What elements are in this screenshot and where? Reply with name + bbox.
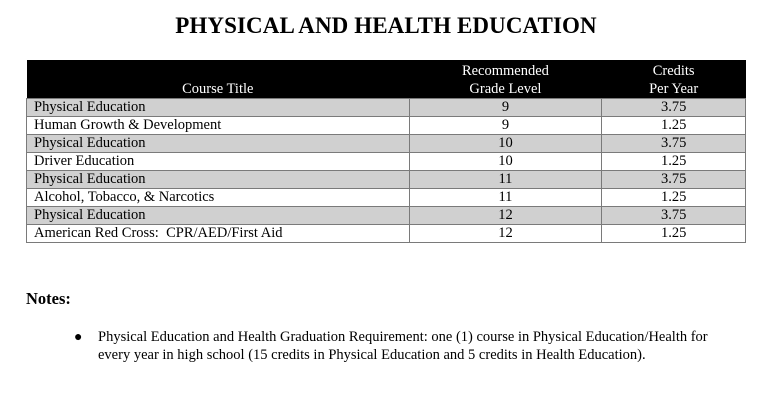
course-table — [26, 60, 746, 243]
cell-credits: 3.75 — [602, 134, 746, 152]
cell-grade: 11 — [409, 170, 602, 188]
table-row — [27, 206, 746, 224]
cell-grade: 9 — [409, 98, 602, 116]
table-row — [27, 170, 746, 188]
table-header-row — [27, 60, 746, 98]
cell-credits: 1.25 — [602, 152, 746, 170]
cell-grade: 10 — [409, 152, 602, 170]
note-text: Physical Education and Health Graduation Requirement: one (1) course in Physical Education/Health for every year in high school (15 credits in Physical Education and 5 credits in Health Education). — [98, 329, 708, 363]
table-row — [27, 152, 746, 170]
cell-credits: 3.75 — [602, 206, 746, 224]
cell-grade: 10 — [409, 134, 602, 152]
header-course-title: Course Title — [27, 60, 410, 98]
cell-course: Driver Education — [27, 152, 410, 170]
cell-course: Physical Education — [27, 206, 410, 224]
cell-credits: 3.75 — [602, 98, 746, 116]
list-item — [74, 329, 738, 364]
cell-grade: 11 — [409, 188, 602, 206]
cell-course: Physical Education — [27, 170, 410, 188]
cell-grade: 9 — [409, 116, 602, 134]
cell-course: Alcohol, Tobacco, & Narcotics — [27, 188, 410, 206]
cell-credits: 1.25 — [602, 188, 746, 206]
cell-course: Physical Education — [27, 134, 410, 152]
notes-list — [74, 329, 738, 364]
header-grade-level: Recommended Grade Level — [409, 60, 602, 98]
cell-course: American Red Cross: CPR/AED/First Aid — [27, 224, 410, 242]
header-credits: Credits Per Year — [602, 60, 746, 98]
table-row — [27, 116, 746, 134]
cell-course: Physical Education — [27, 98, 410, 116]
cell-grade: 12 — [409, 206, 602, 224]
bullet-icon: ● — [74, 330, 83, 345]
cell-course: Human Growth & Development — [27, 116, 410, 134]
cell-credits: 1.25 — [602, 224, 746, 242]
page-title: PHYSICAL AND HEALTH EDUCATION — [175, 13, 597, 38]
cell-grade: 12 — [409, 224, 602, 242]
notes-heading: Notes: — [26, 289, 71, 308]
table-row — [27, 98, 746, 116]
table-row — [27, 224, 746, 242]
cell-credits: 3.75 — [602, 170, 746, 188]
cell-credits: 1.25 — [602, 116, 746, 134]
table-row — [27, 188, 746, 206]
table-row — [27, 134, 746, 152]
